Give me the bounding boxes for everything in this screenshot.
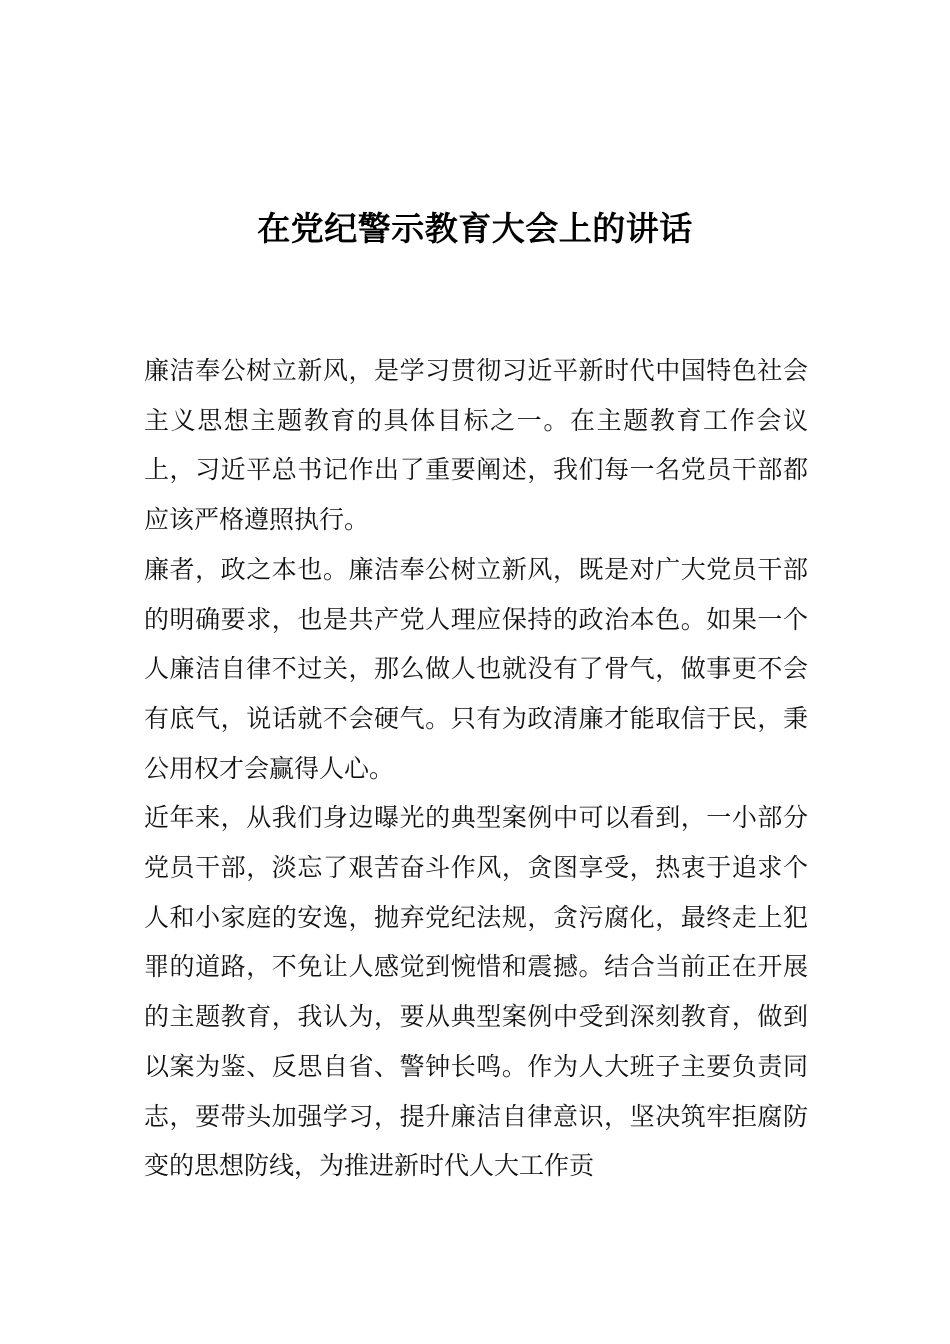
document-title: 在党纪警示教育大会上的讲话 <box>257 209 693 248</box>
paragraph: 近年来，从我们身边曝光的典型案例中可以看到，一小部分党员干部，淡忘了艰苦奋斗作风，贪图享受，热衷于追求个人和小家庭的安逸，抛弃党纪法规，贪污腐化，最终走上犯罪的道路，不免让人感觉到惋惜和震撼。结合当前正在开展的主题教育，我认为，要从典型案例中受到深刻教育，做到以案为鉴、反思自省、警钟长鸣。作为人大班子主要负责同志，要带头加强学习，提升廉洁自律意识，坚决筑牢拒腐防变的思想防线，为推进新时代人大工作贡 <box>144 803 808 1181</box>
paragraph: 廉者，政之本也。廉洁奉公树立新风，既是对广大党员干部的明确要求，也是共产党人理应保持的政治本色。如果一个人廉洁自律不过关，那么做人也就没有了骨气，做事更不会有底气，说话就不会硬气。只有为政清廉才能取信于民，秉公用权才会赢得人心。 <box>144 554 808 783</box>
document-body <box>144 346 808 1191</box>
paragraph: 廉洁奉公树立新风，是学习贯彻习近平新时代中国特色社会主义思想主题教育的具体目标之一。在主题教育工作会议上，习近平总书记作出了重要阐述，我们每一名党员干部都应该严格遵照执行。 <box>144 356 808 535</box>
